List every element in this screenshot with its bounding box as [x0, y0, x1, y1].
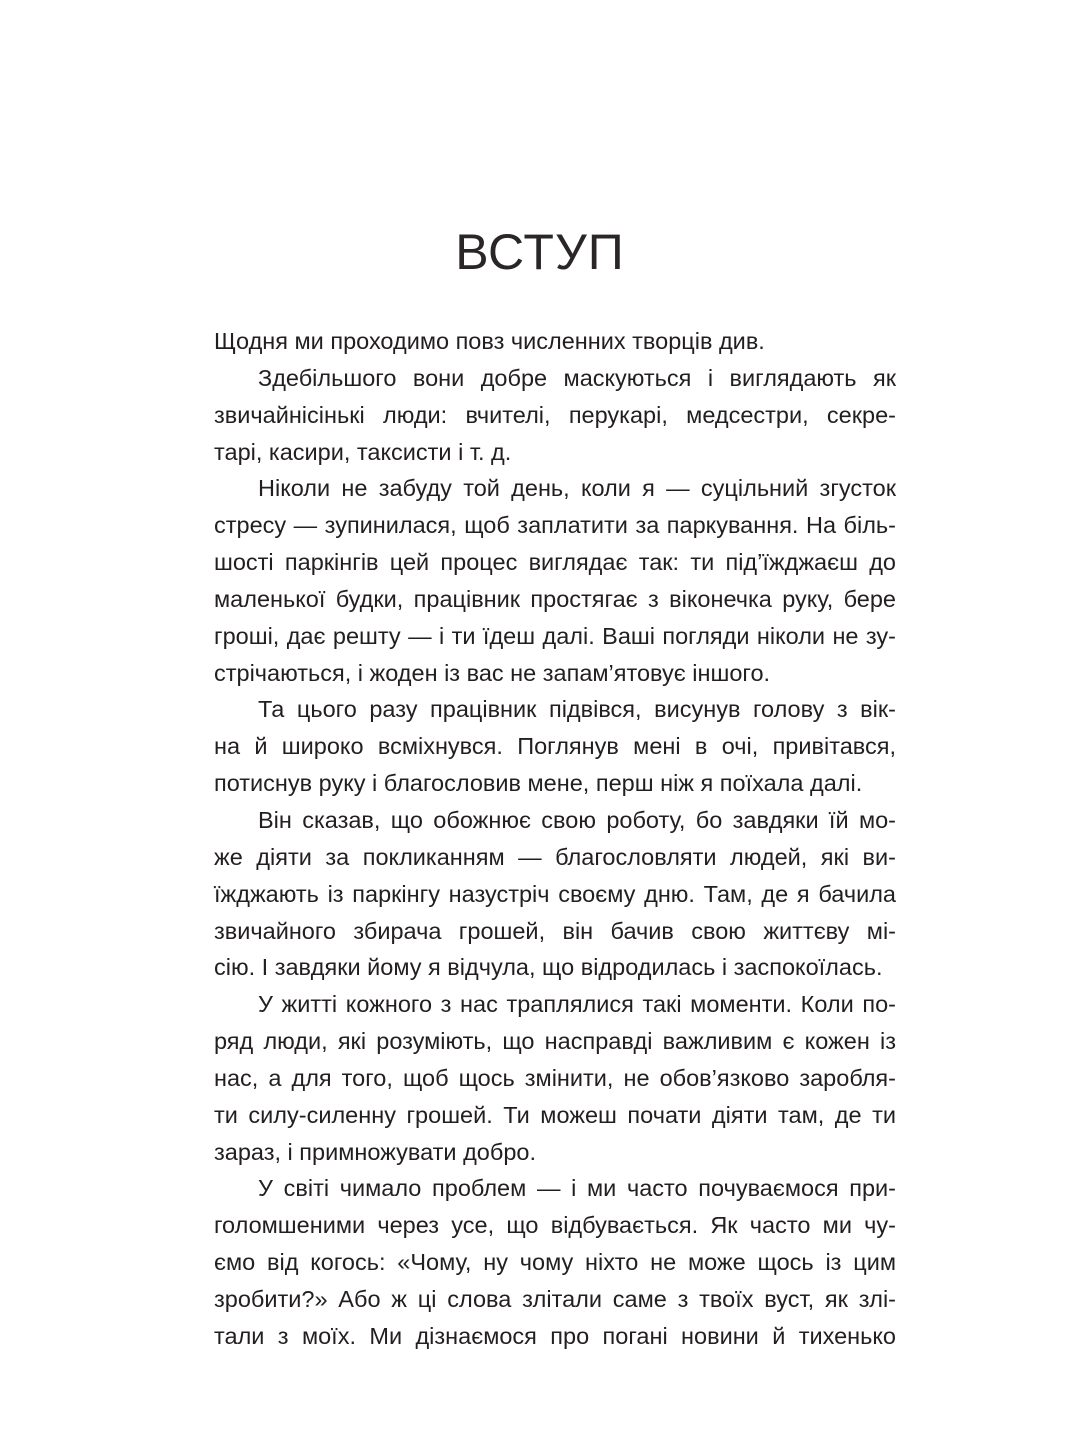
text-line: звичайнісінькі люди: вчителі, перукарі, медсестри, секре- — [214, 401, 896, 428]
text-line: У світі чимало проблем — і ми часто почуваємося при- — [258, 1175, 896, 1202]
text-line: їжджають із паркінгу назустріч своєму дню. Там, де я бачила — [214, 880, 896, 907]
text-line: тали з моїх. Ми дізнаємося про погані новини й тихенько — [214, 1322, 896, 1349]
text-line: У житті кожного з нас траплялися такі моменти. Коли по- — [258, 991, 896, 1018]
text-line: нас, а для того, щоб щось змінити, не обов’язково заробля- — [214, 1064, 896, 1091]
text-line: звичайного збирача грошей, він бачив свою життєву мі- — [214, 917, 896, 944]
text-line: тарі, касири, таксисти і т. д. — [214, 438, 512, 465]
text-line: на й широко всміхнувся. Поглянув мені в очі, привітався, — [214, 733, 896, 760]
text-line: Здебільшого вони добре маскуються і виглядають як — [258, 364, 896, 391]
text-line: ряд люди, які розуміють, що насправді важливим є кожен із — [214, 1028, 896, 1055]
text-line: ти силу-силенну грошей. Ти можеш почати діяти там, де ти — [214, 1101, 896, 1128]
text-line: маленької будки, працівник простягає з віконечка руку, бере — [214, 585, 896, 612]
text-line: стресу — зупинилася, щоб заплатити за паркування. На біль- — [214, 512, 896, 539]
text-line: стрічаються, і жоден із вас не запам’ятовує іншого. — [214, 659, 771, 686]
text-line: зараз, і примножувати добро. — [214, 1138, 537, 1165]
text-line: голомшеними через усе, що відбувається. Як часто ми чу- — [214, 1212, 896, 1239]
text-line: шості паркінгів цей процес виглядає так: ти під’їжджаєш до — [214, 549, 896, 576]
text-line: Він сказав, що обожнює свою роботу, бо завдяки їй мо- — [258, 806, 896, 833]
text-line: Ніколи не забуду той день, коли я — суцільний згусток — [258, 475, 896, 502]
text-line: потиснув руку і благословив мене, перш ніж я поїхала далі. — [214, 770, 863, 797]
text-line: же діяти за покликанням — благословляти людей, які ви- — [214, 843, 896, 870]
chapter-title: ВСТУП — [455, 224, 625, 280]
text-line: сію. І завдяки йому я відчула, що відродилась і заспокоїлась. — [214, 954, 883, 981]
text-line: гроші, дає решту — і ти їдеш далі. Ваші погляди ніколи не зу- — [214, 622, 896, 649]
body-text — [214, 323, 896, 1355]
text-line: Та цього разу працівник підвівся, висунув голову з вік- — [258, 696, 896, 723]
text-line: Щодня ми проходимо повз численних творців див. — [214, 328, 765, 354]
text-line: ємо від когось: «Чому, ну чому ніхто не може щось із цим — [214, 1249, 896, 1276]
text-line: зробити?» Або ж ці слова злітали саме з твоїх вуст, як злі- — [214, 1285, 896, 1312]
